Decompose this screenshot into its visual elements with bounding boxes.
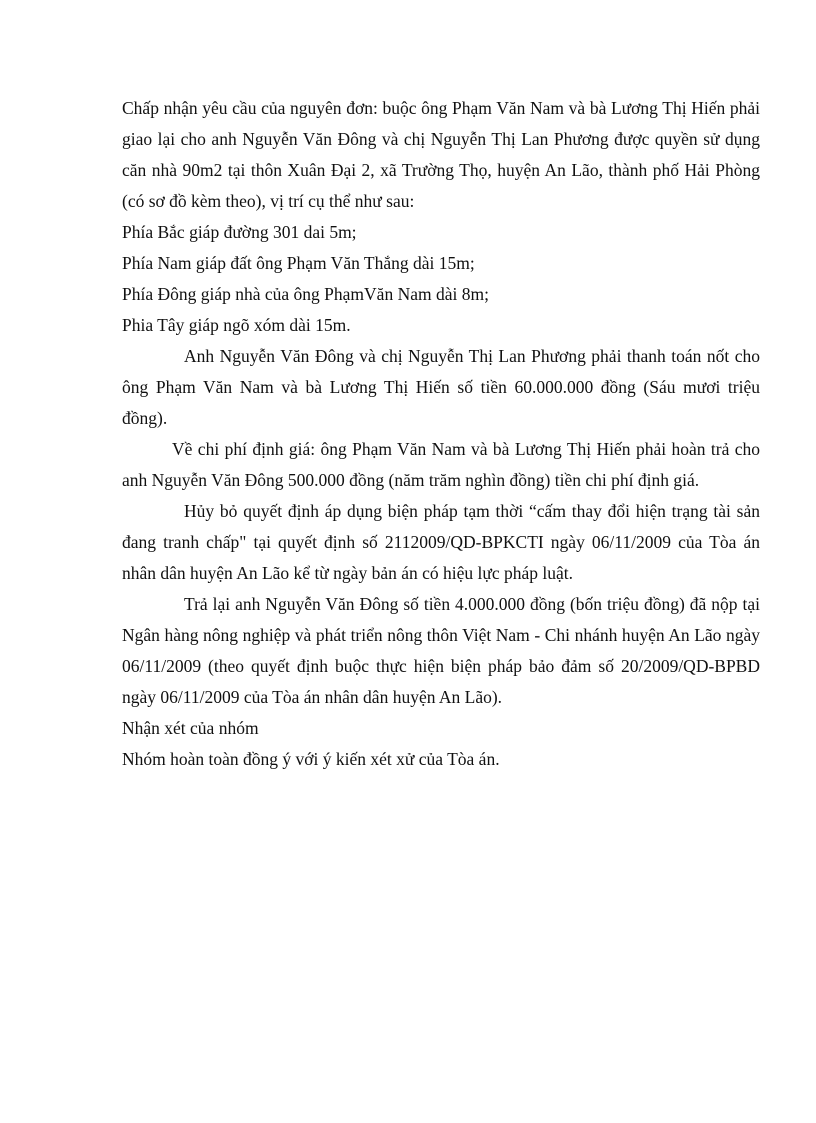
document-page [122, 93, 760, 775]
boundary-north: Phía Bắc giáp đường 301 dai 5m; [122, 222, 357, 242]
payment-paragraph: Anh Nguyễn Văn Đông và chị Nguyễn Thị Lan Phương phải thanh toán nốt cho ông Phạm Văn Nam và bà Lương Thị Hiến số tiền 60.000.000 đồng (Sáu mươi triệu đồng). [122, 346, 760, 428]
group-comment-text: Nhóm hoàn toàn đồng ý với ý kiến xét xử của Tòa án. [122, 749, 500, 769]
valuation-cost-paragraph: Về chi phí định giá: ông Phạm Văn Nam và bà Lương Thị Hiến phải hoàn trả cho anh Nguyễn Văn Đông 500.000 đồng (năm trăm nghìn đồng) tiền chi phí định giá. [122, 439, 760, 490]
cancel-measure-paragraph: Hủy bỏ quyết định áp dụng biện pháp tạm thời “cấm thay đổi hiện trạng tài sản đang tranh chấp" tại quyết định số 2112009/QD-BPKCTI ngày 06/11/2009 của Tòa án nhân dân huyện An Lão kể từ ngày bản án có hiệu lực pháp luật. [122, 501, 760, 583]
boundary-east: Phía Đông giáp nhà của ông PhạmVăn Nam dài 8m; [122, 284, 489, 304]
boundary-west: Phia Tây giáp ngõ xóm dài 15m. [122, 315, 351, 335]
ruling-paragraph: Chấp nhận yêu cầu của nguyên đơn: buộc ông Phạm Văn Nam và bà Lương Thị Hiến phải giao lại cho anh Nguyễn Văn Đông và chị Nguyễn Thị Lan Phương được quyền sử dụng căn nhà 90m2 tại thôn Xuân Đại 2, xã Trường Thọ, huyện An Lão, thành phố Hải Phòng (có sơ đồ kèm theo), vị trí cụ thể như sau: [122, 98, 760, 211]
boundary-south: Phía Nam giáp đất ông Phạm Văn Thắng dài 15m; [122, 253, 475, 273]
group-comment-heading: Nhận xét của nhóm [122, 718, 259, 738]
refund-paragraph: Trả lại anh Nguyễn Văn Đông số tiền 4.000.000 đồng (bốn triệu đồng) đã nộp tại Ngân hàng nông nghiệp và phát triển nông thôn Việt Nam - Chi nhánh huyện An Lão ngày 06/11/2009 (theo quyết định buộc thực hiện biện pháp bảo đảm số 20/2009/QD-BPBD ngày 06/11/2009 của Tòa án nhân dân huyện An Lão). [122, 594, 760, 707]
